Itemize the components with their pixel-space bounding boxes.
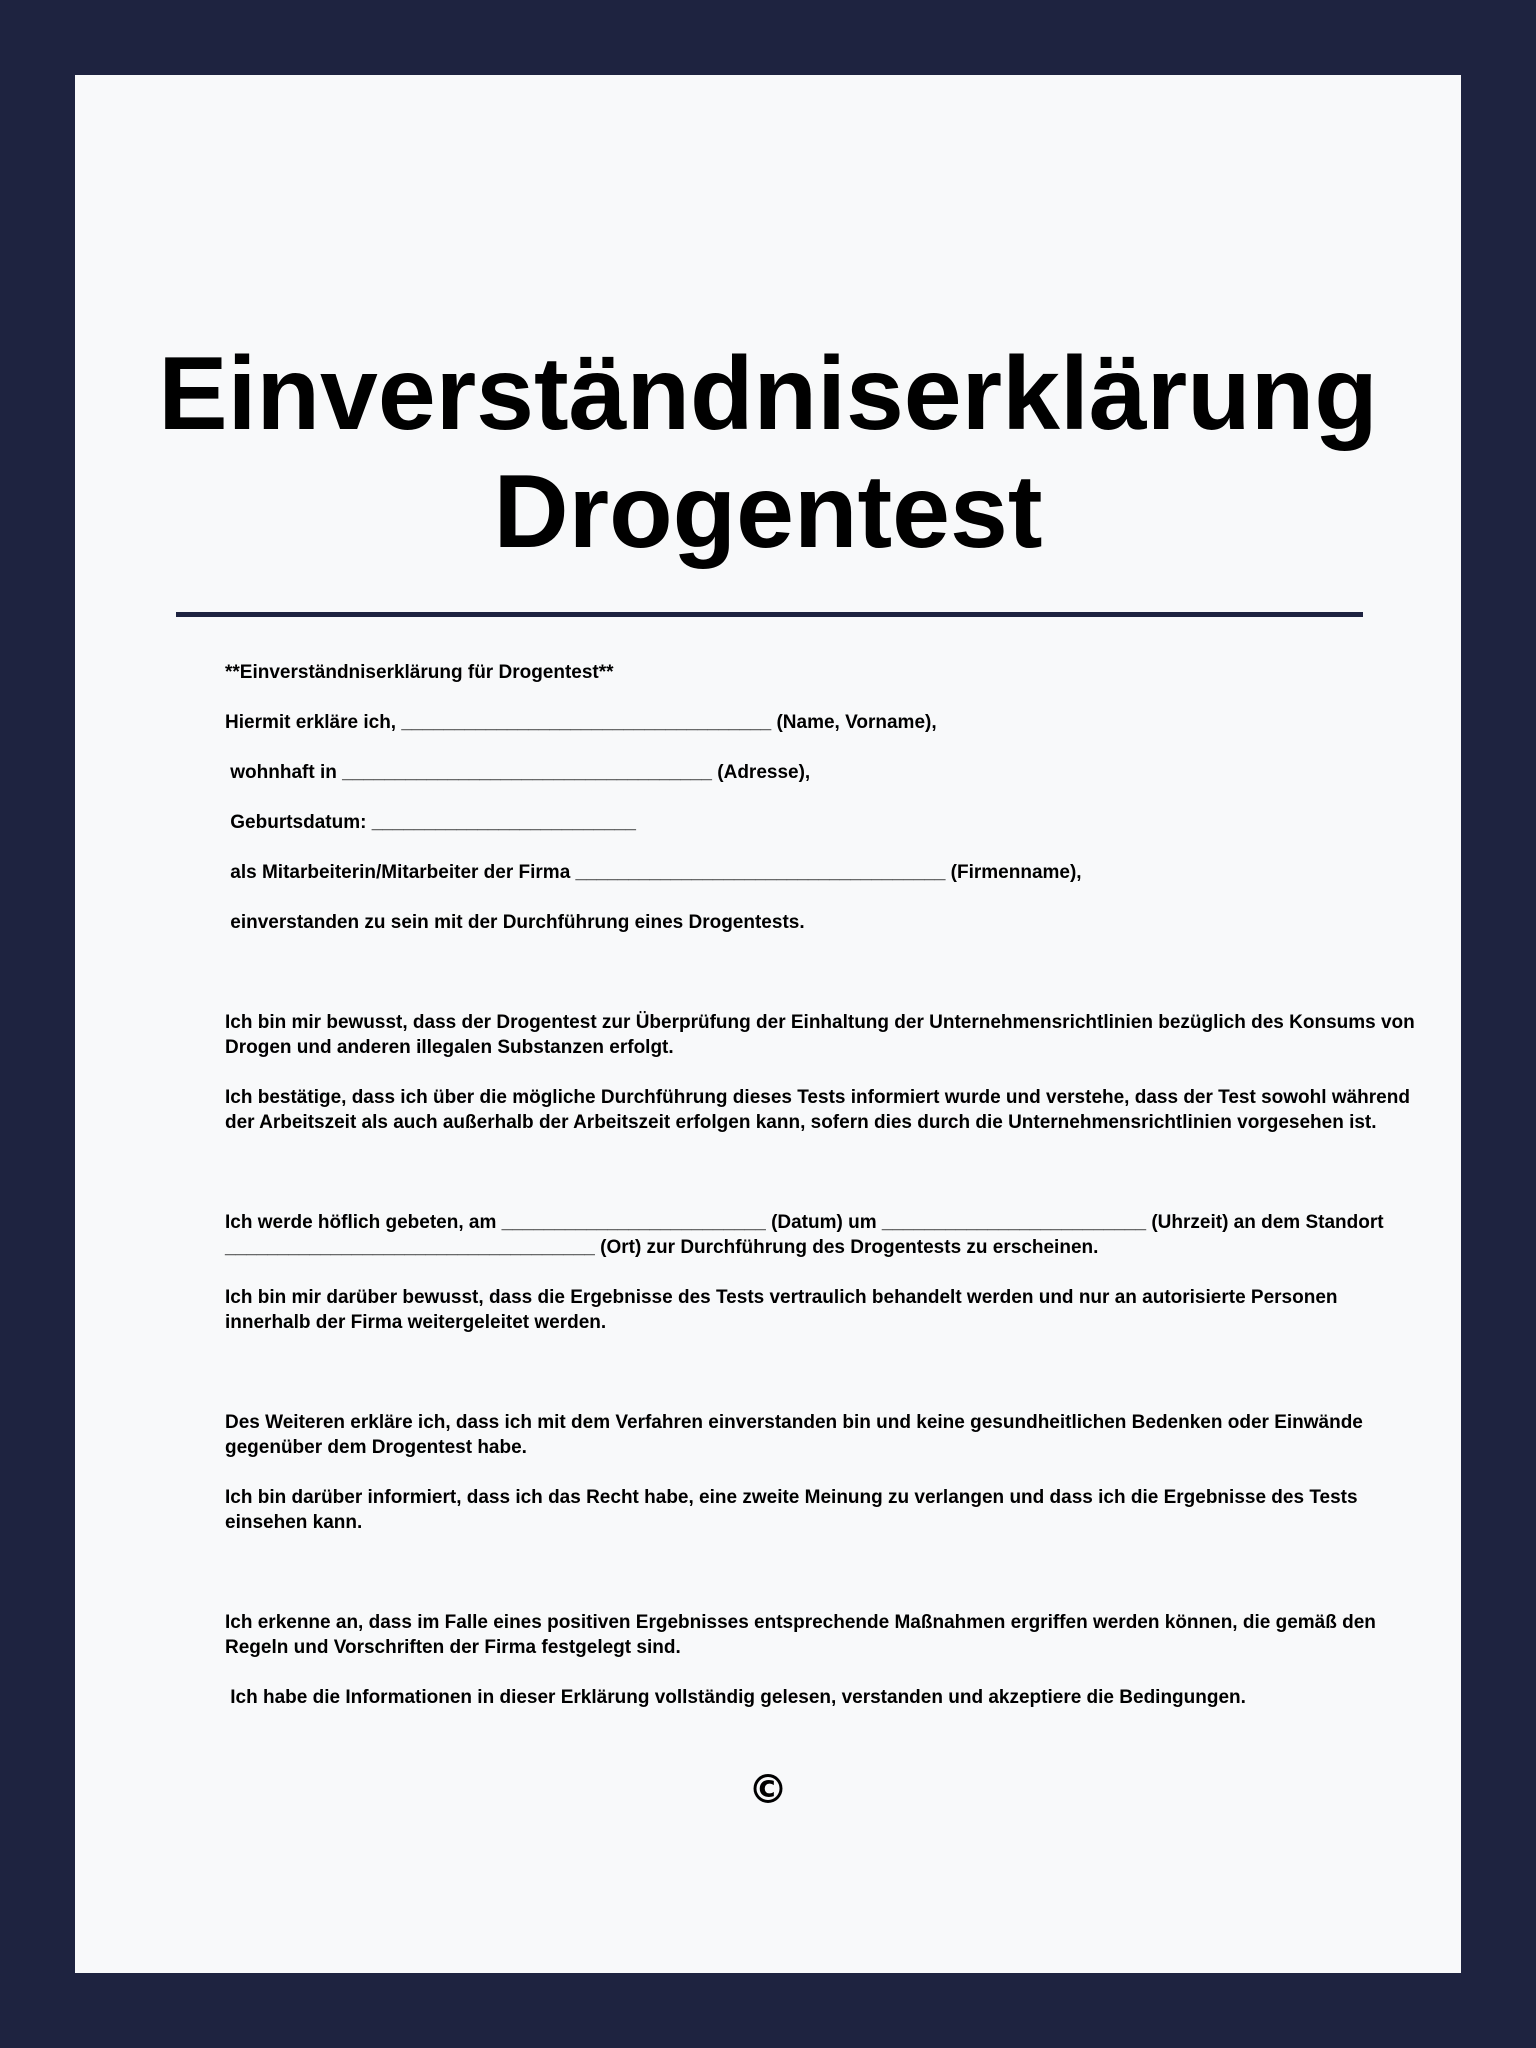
document-page — [75, 75, 1461, 1973]
body-heading: **Einverständniserklärung für Drogentest** — [225, 662, 614, 683]
name-field-line: Hiermit erkläre ich, ___________________________________ (Name, Vorname), — [225, 712, 937, 733]
paragraph-awareness: Ich bin mir bewusst, dass der Drogentest zur Überprüfung der Einhaltung der Unternehmensrichtlinien bezüglich des Konsums von Drogen und anderen illegalen Substanzen erfolgt. — [225, 1012, 1421, 1058]
paragraph-confirmation: Ich bestätige, dass ich über die mögliche Durchführung dieses Tests informiert wurde und verstehe, dass der Test sowohl während der Arbeitszeit als auch außerhalb der Arbeitszeit erfolgen kann, sofern dies durch die Unternehmensrichtlinien vorgesehen ist. — [225, 1087, 1416, 1133]
title-divider — [176, 612, 1363, 617]
consent-line: einverstanden zu sein mit der Durchführung eines Drogentests. — [225, 912, 805, 933]
title-line-1: Einverständniserklärung — [158, 336, 1378, 452]
paragraph-consequences: Ich erkenne an, dass im Falle eines positiven Ergebnisses entsprechende Maßnahmen ergriffen werden können, die gemäß den Regeln und Vorschriften der Firma festgelegt sind. — [225, 1612, 1382, 1658]
document-title — [75, 335, 1461, 571]
copyright-symbol: © — [748, 1767, 788, 1813]
company-field-line: als Mitarbeiterin/Mitarbeiter der Firma ___________________________________ (Firmenname), — [225, 862, 1082, 883]
paragraph-confidentiality: Ich bin mir darüber bewusst, dass die Ergebnisse des Tests vertraulich behandelt werden und nur an autorisierte Personen innerhalb der Firma weitergeleitet werden. — [225, 1287, 1343, 1333]
paragraph-appointment: Ich werde höflich gebeten, am _________________________ (Datum) um _________________________ (Uhrzeit) an dem Standort ___________________________________ (Ort) zur Durchführung des Drogentests zu erscheinen. — [225, 1212, 1389, 1258]
address-field-line: wohnhaft in ___________________________________ (Adresse), — [225, 762, 811, 783]
paragraph-acceptance: Ich habe die Informationen in dieser Erklärung vollständig gelesen, verstanden und akzeptiere die Bedingungen. — [225, 1687, 1246, 1708]
title-line-2: Drogentest — [493, 454, 1043, 570]
birthdate-field-line: Geburtsdatum: _________________________ — [225, 812, 636, 833]
document-body — [225, 660, 1425, 1710]
paragraph-second-opinion: Ich bin darüber informiert, dass ich das Recht habe, eine zweite Meinung zu verlangen und dass ich die Ergebnisse des Tests einsehen kann. — [225, 1487, 1363, 1533]
paragraph-health: Des Weiteren erkläre ich, dass ich mit dem Verfahren einverstanden bin und keine gesundheitlichen Bedenken oder Einwände gegenüber dem Drogentest habe. — [225, 1412, 1369, 1458]
